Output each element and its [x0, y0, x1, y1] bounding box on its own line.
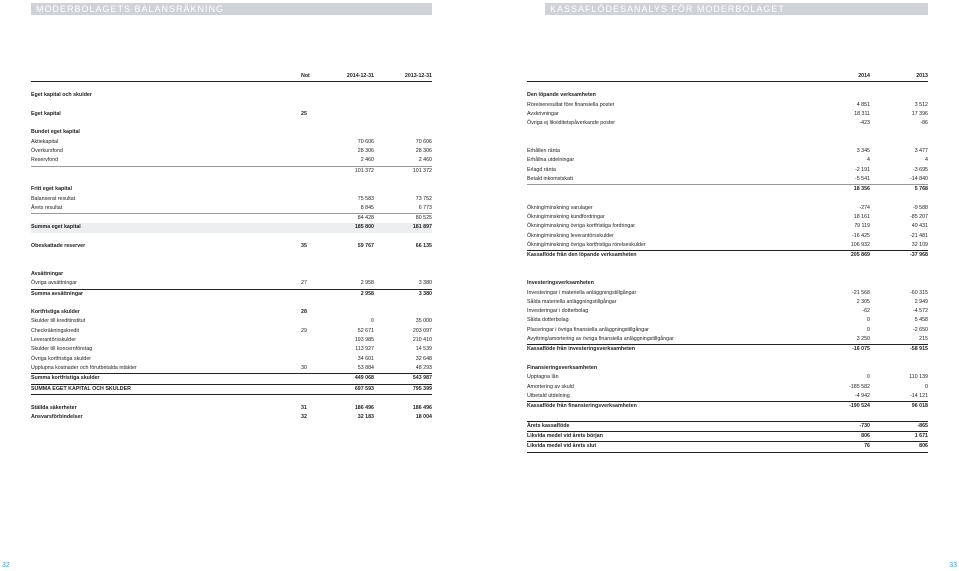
value-2014: 59 767 — [357, 243, 374, 250]
value-2013: -85 207 — [910, 214, 928, 221]
value-2014: 185 800 — [354, 224, 374, 231]
row-label: Erhållen ränta — [527, 148, 560, 155]
row-label: Årets kassaflöde — [527, 422, 570, 429]
value-2014: -274 — [859, 204, 870, 211]
row-label: Checkräkningskredit — [31, 327, 79, 334]
value-2013: 80 525 — [415, 215, 432, 222]
value-2013: -14 840 — [910, 175, 928, 182]
value-2014: -21 568 — [852, 289, 870, 296]
row-label: Betald inkomstskatt — [527, 175, 573, 182]
spacer-row — [31, 176, 432, 185]
row-label: Likvida medel vid årets slut — [527, 443, 597, 450]
table-row — [527, 175, 928, 184]
cash-flow-banner: KASSAFLÖDESANALYS FÖR MODERBOLAGET — [545, 3, 928, 15]
table-row — [527, 204, 928, 213]
table-row — [31, 289, 432, 299]
value-2013: 5 458 — [914, 317, 928, 324]
table-row — [31, 110, 432, 119]
value-2013: 3 380 — [418, 280, 432, 287]
year-2014-header: 2014 — [858, 73, 870, 79]
table-row — [527, 250, 928, 260]
row-label: Utbetald utdelning — [527, 392, 570, 399]
balance-sheet-table — [31, 72, 432, 423]
value-2014: 8 845 — [360, 204, 374, 211]
row-label: Upptagna lån — [527, 374, 559, 381]
value-2014: 697 593 — [354, 385, 374, 392]
row-label: Kassaflöde från investeringsverksamheten — [527, 346, 636, 353]
balance-sheet-banner: MODERBOLAGETS BALANSRÄKNING — [31, 3, 432, 15]
spacer-row — [527, 411, 928, 420]
row-label: Ökning/minskning övriga kortfristiga rörelseskulder — [527, 242, 646, 249]
table-row — [527, 289, 928, 298]
spacer-row — [527, 195, 928, 204]
value-2013: 17 396 — [911, 110, 928, 117]
value-2013: 543 987 — [412, 375, 432, 382]
value-2014: -16 075 — [852, 346, 870, 353]
table-row — [527, 222, 928, 231]
value-2013: 18 004 — [415, 414, 432, 421]
value-2013: 70 606 — [415, 138, 432, 145]
row-label: Aktiekapital — [31, 138, 59, 145]
row-label: Leverantörsskulder — [31, 337, 77, 344]
table-row — [31, 138, 432, 147]
value-2013: 3 380 — [418, 290, 432, 297]
row-label: Sålda materiella anläggningstillgångar — [527, 298, 617, 305]
table-row — [527, 307, 928, 316]
row-note: 27 — [301, 280, 307, 287]
table-row — [31, 279, 432, 288]
value-2013: -21 481 — [910, 232, 928, 239]
value-2013: 40 431 — [911, 223, 928, 230]
value-2013: -60 315 — [910, 289, 928, 296]
balance-sheet-header — [31, 72, 432, 82]
row-label: Obeskattade reserver — [31, 243, 86, 250]
spacer-row — [31, 261, 432, 270]
value-2013: -3 695 — [912, 166, 928, 173]
value-2013: 32 109 — [911, 242, 928, 249]
spacer-row — [527, 138, 928, 147]
page-number-right: 33 — [949, 562, 957, 569]
table-row — [527, 441, 928, 452]
value-2013: 6 773 — [418, 204, 432, 211]
value-2014: 449 068 — [354, 375, 374, 382]
value-2013: 2 460 — [418, 157, 432, 164]
table-row — [527, 101, 928, 110]
row-label: Investeringar i dotterbolag — [527, 308, 589, 315]
row-label: Ansvarsförbindelser — [31, 414, 83, 421]
table-row — [527, 298, 928, 307]
value-2014: 205 869 — [850, 252, 870, 259]
value-2013: 795 399 — [412, 385, 432, 392]
table-row — [527, 279, 928, 288]
value-2014: 2 305 — [856, 298, 870, 305]
row-label: Årets resultat — [31, 204, 63, 211]
value-2014: 0 — [371, 318, 374, 325]
value-2014: 32 183 — [357, 414, 374, 421]
row-label: Kassaflöde från finansieringsverksamheten — [527, 403, 637, 410]
value-2013: 2 949 — [914, 298, 928, 305]
value-2014: -16 425 — [852, 232, 870, 239]
row-label: Överkursfond — [31, 148, 63, 155]
row-label: Eget kapital — [31, 110, 61, 117]
row-note: 32 — [301, 414, 307, 421]
table-row — [527, 241, 928, 250]
row-label: Avskrivningar — [527, 110, 559, 117]
row-label: Eget kapital och skulder — [31, 92, 92, 99]
value-2014: 0 — [867, 317, 870, 324]
row-label: Finansieringsverksamheten — [527, 364, 598, 371]
table-row — [31, 195, 432, 204]
row-label: Balanserat resultat — [31, 195, 76, 202]
value-2014: 0 — [867, 326, 870, 333]
row-note: 30 — [301, 364, 307, 371]
value-2013: 73 752 — [415, 195, 432, 202]
row-label: Kortfristiga skulder — [31, 309, 80, 316]
value-2014: 4 851 — [856, 101, 870, 108]
row-note: 35 — [301, 243, 307, 250]
row-label: Övriga kortfristiga skulder — [31, 355, 92, 362]
row-label: Ökning/minskning kundfordringar — [527, 214, 605, 221]
spacer-row — [31, 82, 432, 91]
row-label: Ökning/minskning varulager — [527, 204, 593, 211]
table-row — [527, 166, 928, 175]
year-2014-header: 2014-12-31 — [346, 73, 374, 79]
spacer-row — [527, 128, 928, 137]
table-row — [31, 317, 432, 326]
value-2013: 32 648 — [415, 355, 432, 362]
value-2014: 70 606 — [357, 138, 374, 145]
spacer-row — [31, 101, 432, 110]
value-2013: 1 671 — [914, 432, 928, 439]
value-2014: 0 — [867, 374, 870, 381]
table-row — [31, 355, 432, 364]
table-row — [527, 401, 928, 411]
table-row — [31, 223, 432, 232]
value-2013: -4 572 — [912, 308, 928, 315]
table-row — [527, 156, 928, 165]
value-2013: 0 — [925, 383, 928, 390]
row-label: Sålda dotterbolag — [527, 317, 569, 324]
value-2014: 52 671 — [357, 327, 374, 334]
table-row — [31, 270, 432, 279]
page-number-left: 32 — [2, 562, 10, 569]
cash-flow-table — [527, 72, 928, 453]
value-2014: 101 372 — [354, 167, 374, 174]
value-2013: 210 410 — [412, 337, 432, 344]
value-2013: 35 000 — [415, 318, 432, 325]
value-2014: 2 958 — [360, 290, 374, 297]
table-row — [31, 204, 432, 213]
cash-flow-header — [527, 72, 928, 82]
table-row — [31, 336, 432, 345]
table-row — [31, 413, 432, 422]
spacer-row — [527, 270, 928, 279]
value-2014: 4 — [867, 157, 870, 164]
value-2014: -2 191 — [854, 166, 870, 173]
table-row — [527, 184, 928, 194]
table-row — [527, 147, 928, 156]
row-label: Övriga ej likviditetspåverkande poster — [527, 120, 616, 127]
row-label: Placeringar i övriga finansiella anläggningstillgångar — [527, 326, 649, 333]
table-row — [527, 364, 928, 373]
row-label: Likvida medel vid årets början — [527, 432, 603, 439]
table-row — [31, 384, 432, 395]
row-note: 31 — [301, 405, 307, 412]
value-2014: 18 161 — [853, 214, 870, 221]
row-label: Avyttring/amortering av övriga finansiella anläggningstillgångar — [527, 336, 674, 343]
value-2013: 48 293 — [415, 364, 432, 371]
row-label: Summa avsättningar — [31, 290, 84, 297]
value-2013: 3 512 — [914, 101, 928, 108]
table-row — [31, 404, 432, 413]
row-label: Amortering av skuld — [527, 383, 574, 390]
value-2014: 84 428 — [357, 215, 374, 222]
spacer-row — [31, 233, 432, 242]
value-2014: 75 583 — [357, 195, 374, 202]
value-2014: -185 582 — [849, 383, 870, 390]
table-row — [527, 232, 928, 241]
spacer-row — [31, 299, 432, 308]
note-column-header: Not — [301, 73, 310, 79]
value-2013: 4 — [925, 157, 928, 164]
value-2014: 3 250 — [856, 336, 870, 343]
table-row — [31, 242, 432, 251]
table-row — [527, 213, 928, 222]
row-label: Övriga avsättningar — [31, 280, 77, 287]
row-label: Kassaflöde från den löpande verksamheten — [527, 252, 637, 259]
table-row — [31, 147, 432, 156]
row-label: Skulder till kreditinstitut — [31, 318, 86, 325]
value-2013: 96 018 — [911, 403, 928, 410]
value-2014: 2 958 — [360, 280, 374, 287]
value-2013: 101 372 — [412, 167, 432, 174]
table-row — [31, 327, 432, 336]
value-2014: -4 942 — [854, 392, 870, 399]
value-2014: 76 — [864, 443, 870, 450]
row-note: 25 — [301, 110, 307, 117]
value-2014: -62 — [862, 308, 870, 315]
table-row — [31, 345, 432, 354]
value-2013: 14 539 — [415, 346, 432, 353]
value-2013: -37 968 — [910, 252, 928, 259]
value-2014: 28 306 — [357, 148, 374, 155]
value-2014: 18 356 — [853, 186, 870, 193]
row-label: Den löpande verksamheten — [527, 92, 596, 99]
spacer-row — [31, 251, 432, 260]
value-2013: -2 650 — [912, 326, 928, 333]
row-label: Ställda säkerheter — [31, 405, 77, 412]
row-label: Fritt eget kapital — [31, 186, 72, 193]
value-2014: 18 311 — [854, 110, 870, 117]
row-label: Investeringsverksamheten — [527, 280, 594, 287]
row-label: Investeringar i materiella anläggningstillgångar — [527, 289, 637, 296]
row-label: Ökning/minskning övriga kortfristiga fordringar — [527, 223, 636, 230]
row-label: Summa eget kapital — [31, 224, 81, 231]
value-2013: -865 — [917, 422, 928, 429]
value-2013: -14 121 — [910, 392, 928, 399]
row-label: Summa kortfristiga skulder — [31, 375, 100, 382]
table-row — [31, 373, 432, 383]
row-label: Erhållna utdelningar — [527, 157, 575, 164]
value-2014: 113 927 — [355, 346, 374, 353]
table-row — [527, 326, 928, 335]
spacer-row — [31, 395, 432, 404]
spacer-row — [527, 261, 928, 270]
row-label: SUMMA EGET KAPITAL OCH SKULDER — [31, 385, 131, 392]
table-row — [527, 91, 928, 100]
value-2013: -58 915 — [910, 346, 928, 353]
value-2014: 186 496 — [354, 405, 374, 412]
table-row — [31, 364, 432, 373]
table-row — [527, 110, 928, 119]
value-2013: 181 897 — [412, 224, 432, 231]
row-note: 28 — [301, 309, 307, 316]
spacer-row — [527, 82, 928, 91]
value-2014: 2 460 — [360, 157, 374, 164]
value-2014: -730 — [859, 422, 870, 429]
value-2013: 5 768 — [914, 186, 928, 193]
value-2014: -5 541 — [854, 175, 870, 182]
row-label: Upplupna kostnader och förutbetalda intäkter — [31, 364, 137, 371]
value-2013: 110 139 — [909, 374, 928, 381]
value-2013: 203 097 — [412, 327, 432, 334]
table-row — [527, 373, 928, 382]
value-2013: 3 477 — [914, 148, 928, 155]
spacer-row — [31, 119, 432, 128]
value-2013: 28 306 — [415, 148, 432, 155]
table-row — [527, 119, 928, 128]
year-2013-header: 2013-12-31 — [404, 73, 432, 79]
value-2013: 186 496 — [412, 405, 432, 412]
row-label: Rörelseresultat före finansiella poster — [527, 101, 615, 108]
table-row — [31, 166, 432, 176]
row-label: Avsättningar — [31, 270, 64, 277]
table-row — [31, 156, 432, 165]
table-row — [31, 91, 432, 100]
value-2014: 53 884 — [357, 364, 374, 371]
table-row — [527, 344, 928, 354]
row-note: 29 — [301, 327, 307, 334]
value-2014: 79 119 — [854, 223, 870, 230]
table-row — [527, 335, 928, 344]
table-row — [527, 316, 928, 325]
table-row — [527, 392, 928, 401]
value-2013: 66 135 — [415, 243, 432, 250]
value-2014: 3 345 — [856, 148, 870, 155]
year-2013-header: 2013 — [916, 73, 928, 79]
row-label: Bundet eget kapital — [31, 129, 80, 136]
value-2014: 34 601 — [357, 355, 374, 362]
row-label: Ökning/minskning leverantörsskulder — [527, 232, 614, 239]
value-2013: 806 — [919, 443, 928, 450]
row-label: Erlagd ränta — [527, 166, 556, 173]
table-row — [31, 185, 432, 194]
table-row — [527, 421, 928, 431]
row-label: Reservfond — [31, 157, 59, 164]
value-2014: -190 524 — [849, 403, 870, 410]
table-row — [31, 308, 432, 317]
value-2013: -9 588 — [912, 204, 928, 211]
spacer-row — [527, 355, 928, 364]
value-2013: 215 — [919, 336, 928, 343]
value-2014: -423 — [859, 120, 870, 127]
table-row — [527, 383, 928, 392]
value-2014: 193 985 — [354, 337, 374, 344]
value-2013: -86 — [920, 120, 928, 127]
value-2014: 806 — [861, 432, 870, 439]
value-2014: 106 932 — [850, 242, 870, 249]
table-row — [31, 213, 432, 223]
row-label: Skulder till koncernföretag — [31, 346, 93, 353]
table-row — [31, 128, 432, 137]
table-row — [527, 431, 928, 441]
